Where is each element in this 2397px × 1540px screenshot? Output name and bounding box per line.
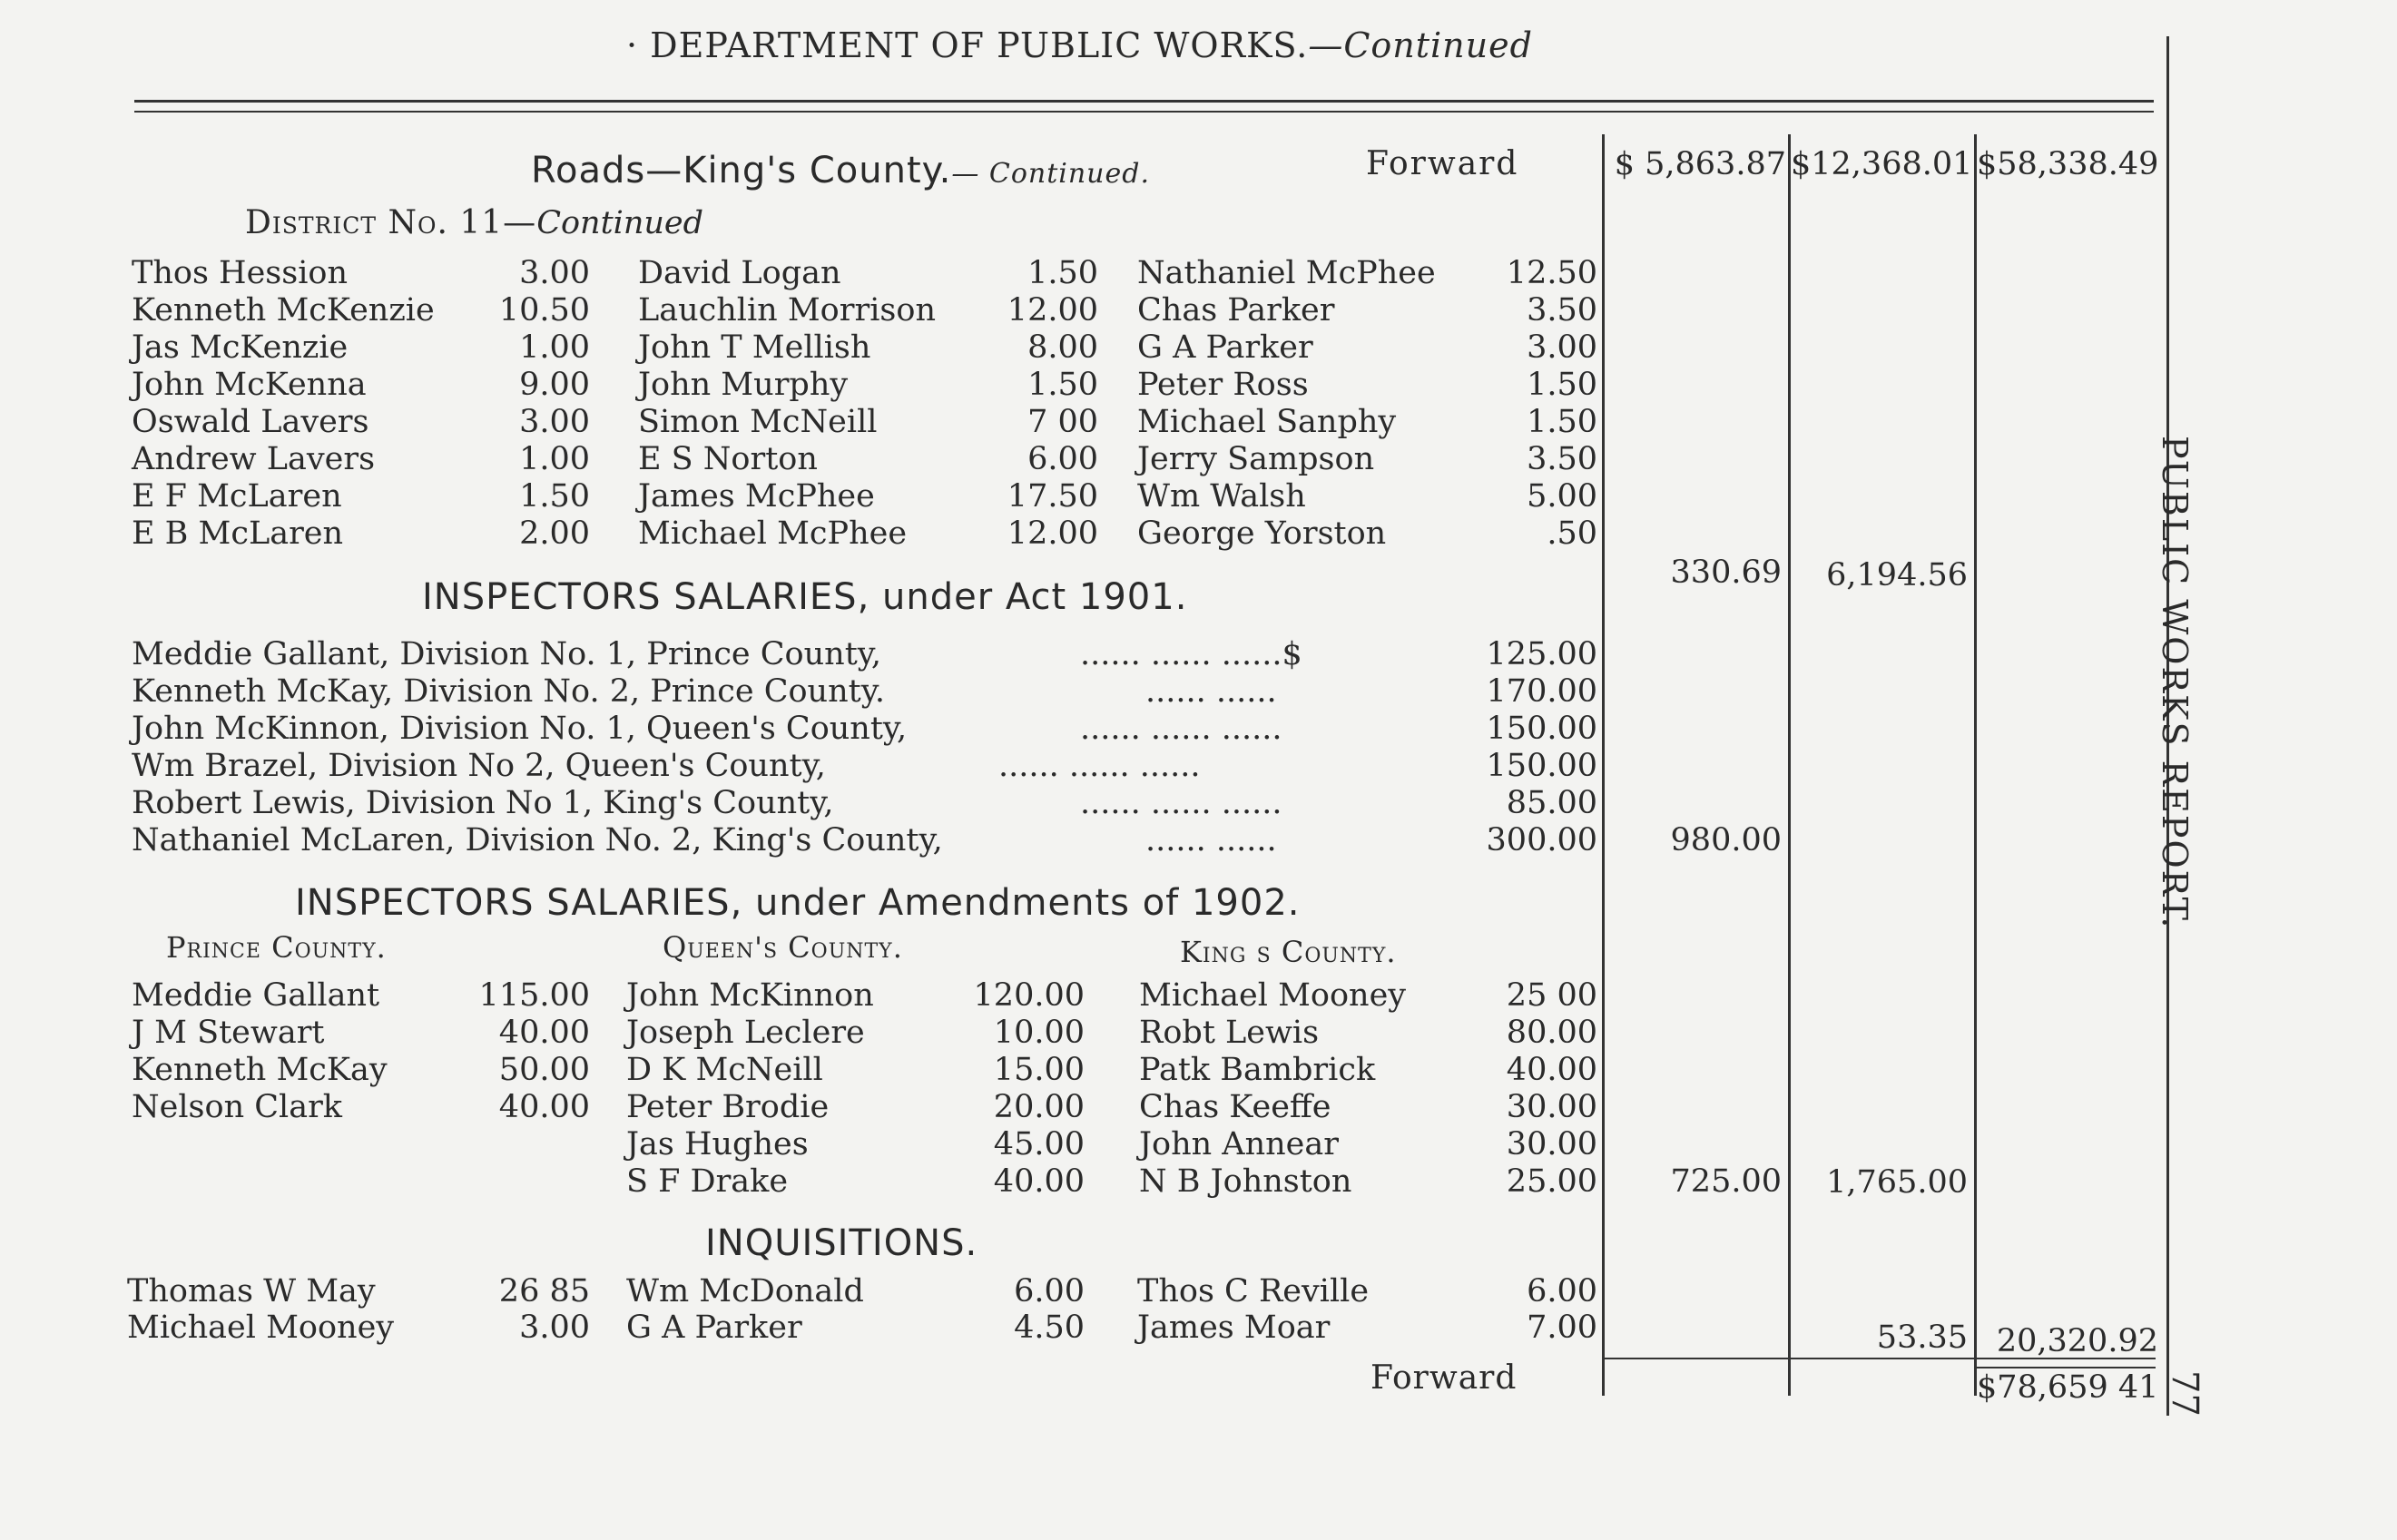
amount-cell: 2.00 [519, 515, 590, 552]
footer-forward-label: Forward [1370, 1359, 1518, 1397]
inspectors-1901-total: 980.00 [1670, 822, 1782, 858]
table-row [0, 366, 1616, 404]
roads-continued: — Continued. [951, 158, 1150, 190]
amount-cell: .50 [1547, 515, 1597, 552]
description-cell: Nathaniel McLaren, Division No. 2, King's County, [132, 822, 943, 858]
table-row [0, 747, 1616, 785]
table-row [0, 672, 1616, 711]
table-row [0, 1125, 1616, 1163]
amount-cell: 12.00 [1007, 515, 1098, 552]
amount-cell: 8.00 [1027, 329, 1098, 366]
name-cell: Jas Hughes [626, 1126, 809, 1162]
col-line-3 [1974, 134, 1977, 1396]
name-cell: Peter Brodie [626, 1089, 830, 1125]
table-row [0, 291, 1616, 329]
name-cell: James McPhee [638, 478, 875, 515]
amount-cell: 1.50 [1527, 367, 1597, 403]
amount-cell: 40.00 [498, 1015, 590, 1051]
amount-cell: 6.00 [1527, 1273, 1597, 1309]
amount-cell: 1.00 [519, 441, 590, 477]
amount-cell: 1.50 [1027, 367, 1098, 403]
roads-total-2: 6,194.56 [1826, 557, 1968, 593]
amount-cell: 40.00 [993, 1163, 1085, 1200]
name-cell: Simon McNeill [638, 404, 878, 440]
name-cell: G A Parker [626, 1309, 802, 1346]
name-cell: D K McNeill [626, 1052, 823, 1088]
name-cell: Joseph Leclere [626, 1015, 865, 1051]
header-continued: —Continued [1308, 25, 1533, 65]
name-cell: Thos Hession [132, 255, 349, 291]
table-row [0, 254, 1616, 292]
district-label: District No. 11— [245, 204, 537, 241]
description-cell: John McKinnon, Division No. 1, Queen's County, [132, 711, 908, 747]
amount-cell: 150.00 [1486, 711, 1597, 747]
table-row [0, 784, 1616, 822]
inspectors-1902-table [0, 976, 1616, 1212]
description-cell: Wm Brazel, Division No 2, Queen's County, [132, 748, 826, 784]
table-row [0, 710, 1616, 748]
amount-cell: 115.00 [478, 977, 590, 1014]
inspectors-1902-total-1: 725.00 [1670, 1163, 1782, 1200]
description-cell: Meddie Gallant, Division No. 1, Prince County, [132, 636, 882, 672]
table-row [0, 1162, 1616, 1201]
amount-cell: 6.00 [1014, 1273, 1085, 1309]
amount-cell: 125.00 [1486, 636, 1597, 672]
table-row [0, 635, 1616, 673]
amount-cell: 12.50 [1506, 255, 1597, 291]
name-cell: Jas McKenzie [132, 329, 349, 366]
name-cell: Meddie Gallant [132, 977, 380, 1014]
amount-cell: 5.00 [1527, 478, 1597, 515]
inquisitions-total-2: 20,320.92 [1996, 1323, 2158, 1359]
amount-cell: 1.50 [519, 478, 590, 515]
footer-forward-value: $78,659 41 [1977, 1369, 2159, 1406]
amount-cell: 4.50 [1014, 1309, 1085, 1346]
amount-cell: 9.00 [519, 367, 590, 403]
table-row [0, 1014, 1616, 1052]
amount-cell: 20.00 [993, 1089, 1085, 1125]
amount-cell: 3.00 [519, 1309, 590, 1346]
name-cell: Chas Parker [1137, 292, 1335, 329]
roads-title-text: Roads—King's County. [531, 150, 952, 191]
description-cell: Kenneth McKay, Division No. 2, Prince County. [132, 673, 885, 710]
forward-value-3: $58,338.49 [1977, 146, 2159, 182]
amount-cell: 150.00 [1486, 748, 1597, 784]
table-row [0, 1088, 1616, 1126]
col-head-kings: King s County. [1180, 935, 1397, 969]
amount-cell: 85.00 [1506, 785, 1597, 821]
name-cell: George Yorston [1137, 515, 1387, 552]
amount-cell: 45.00 [993, 1126, 1085, 1162]
amount-cell: 1.50 [1527, 404, 1597, 440]
header-title: · DEPARTMENT OF PUBLIC WORKS. [626, 25, 1309, 65]
amount-cell: 300.00 [1486, 822, 1597, 858]
inspectors-1902-title: INSPECTORS SALARIES, under Amendments of 1902. [295, 882, 1301, 924]
name-cell: N B Johnston [1139, 1163, 1352, 1200]
name-cell: E S Norton [638, 441, 818, 477]
amount-cell: 25 00 [1506, 977, 1597, 1014]
col-head-prince: Prince County. [166, 930, 387, 965]
name-cell: John Murphy [638, 367, 849, 403]
side-title: PUBLIC WORKS REPORT. [2155, 436, 2195, 930]
page-number: 77 [2164, 1370, 2205, 1417]
table-row [0, 1051, 1616, 1089]
amount-cell: 40.00 [498, 1089, 590, 1125]
total-rule [1602, 1358, 2156, 1359]
name-cell: Robt Lewis [1139, 1015, 1320, 1051]
name-cell: G A Parker [1137, 329, 1313, 366]
name-cell: Patk Bambrick [1139, 1052, 1376, 1088]
district-heading [245, 204, 703, 242]
name-cell: John McKenna [132, 367, 367, 403]
name-cell: John T Mellish [638, 329, 871, 366]
amount-cell: 3.00 [519, 255, 590, 291]
table-row [0, 1272, 1616, 1310]
name-cell: Michael Sanphy [1137, 404, 1397, 440]
amount-cell: 170.00 [1486, 673, 1597, 710]
amount-cell: 25.00 [1506, 1163, 1597, 1200]
leader-dots: ...... ...... ...... [1080, 785, 1282, 821]
name-cell: Nathaniel McPhee [1137, 255, 1436, 291]
forward-value-2: $12,368.01 [1791, 146, 1973, 182]
table-row [0, 515, 1616, 553]
name-cell: S F Drake [626, 1163, 789, 1200]
table-row [0, 821, 1616, 859]
col-head-queens: Queen's County. [663, 930, 903, 965]
amount-cell: 3.50 [1527, 292, 1597, 329]
header-rule-top [134, 100, 2154, 103]
name-cell: E B McLaren [132, 515, 344, 552]
table-row [0, 477, 1616, 515]
name-cell: David Logan [638, 255, 841, 291]
amount-cell: 30.00 [1506, 1126, 1597, 1162]
leader-dots: ...... ...... ...... [998, 748, 1201, 784]
leader-dots: ...... ...... ...... [1080, 711, 1282, 747]
name-cell: Michael Mooney [127, 1309, 395, 1346]
forward-label: Forward [1366, 145, 1519, 182]
table-row [0, 440, 1616, 478]
table-row [0, 976, 1616, 1015]
inquisitions-table [0, 1272, 1616, 1354]
amount-cell: 40.00 [1506, 1052, 1597, 1088]
forward-value-1: $ 5,863.87 [1614, 146, 1786, 182]
amount-cell: 1.50 [1027, 255, 1098, 291]
amount-cell: 120.00 [973, 977, 1085, 1014]
name-cell: Wm McDonald [626, 1273, 864, 1309]
inquisitions-title: INQUISITIONS. [705, 1222, 978, 1264]
col-line-2 [1788, 134, 1791, 1396]
name-cell: Kenneth McKenzie [132, 292, 435, 329]
amount-cell: 1.00 [519, 329, 590, 366]
amount-cell: 17.50 [1007, 478, 1098, 515]
header-rule-bottom [134, 111, 2154, 113]
name-cell: E F McLaren [132, 478, 342, 515]
amount-cell: 10.50 [498, 292, 590, 329]
inquisitions-total-1: 53.35 [1876, 1319, 1968, 1356]
name-cell: James Moar [1137, 1309, 1331, 1346]
amount-cell: 50.00 [498, 1052, 590, 1088]
name-cell: Wm Walsh [1137, 478, 1306, 515]
leader-dots: ...... ...... [1145, 673, 1277, 710]
page-header [626, 25, 1533, 65]
amount-cell: 7 00 [1027, 404, 1098, 440]
name-cell: Thos C Reville [1137, 1273, 1370, 1309]
roads-total-1: 330.69 [1670, 554, 1782, 591]
amount-cell: 15.00 [993, 1052, 1085, 1088]
name-cell: Jerry Sampson [1137, 441, 1375, 477]
name-cell: Oswald Lavers [132, 404, 369, 440]
table-row [0, 329, 1616, 367]
amount-cell: 7.00 [1527, 1309, 1597, 1346]
inspectors-1902-total-2: 1,765.00 [1826, 1164, 1968, 1201]
table-row [0, 1309, 1616, 1347]
description-cell: Robert Lewis, Division No 1, King's County, [132, 785, 834, 821]
amount-cell: 80.00 [1506, 1015, 1597, 1051]
inspectors-1901-table [0, 635, 1616, 871]
roads-table [0, 254, 1616, 563]
amount-cell: 3.50 [1527, 441, 1597, 477]
amount-cell: 12.00 [1007, 292, 1098, 329]
name-cell: Chas Keeffe [1139, 1089, 1331, 1125]
name-cell: Michael McPhee [638, 515, 908, 552]
name-cell: Kenneth McKay [132, 1052, 388, 1088]
amount-cell: 3.00 [1527, 329, 1597, 366]
name-cell: John Annear [1139, 1126, 1339, 1162]
table-row [0, 403, 1616, 441]
district-continued: Continued [536, 205, 704, 241]
amount-cell: 10.00 [993, 1015, 1085, 1051]
amount-cell: 30.00 [1506, 1089, 1597, 1125]
amount-cell: 6.00 [1027, 441, 1098, 477]
name-cell: John McKinnon [626, 977, 874, 1014]
name-cell: Michael Mooney [1139, 977, 1407, 1014]
name-cell: J M Stewart [132, 1015, 325, 1051]
inspectors-1901-title: INSPECTORS SALARIES, under Act 1901. [422, 576, 1188, 618]
amount-cell: 26 85 [498, 1273, 590, 1309]
name-cell: Thomas W May [127, 1273, 376, 1309]
name-cell: Nelson Clark [132, 1089, 343, 1125]
roads-title [531, 150, 1150, 191]
name-cell: Lauchlin Morrison [638, 292, 936, 329]
name-cell: Peter Ross [1137, 367, 1309, 403]
name-cell: Andrew Lavers [132, 441, 376, 477]
amount-cell: 3.00 [519, 404, 590, 440]
leader-dots: ...... ...... ......$ [1080, 636, 1302, 672]
leader-dots: ...... ...... [1145, 822, 1277, 858]
